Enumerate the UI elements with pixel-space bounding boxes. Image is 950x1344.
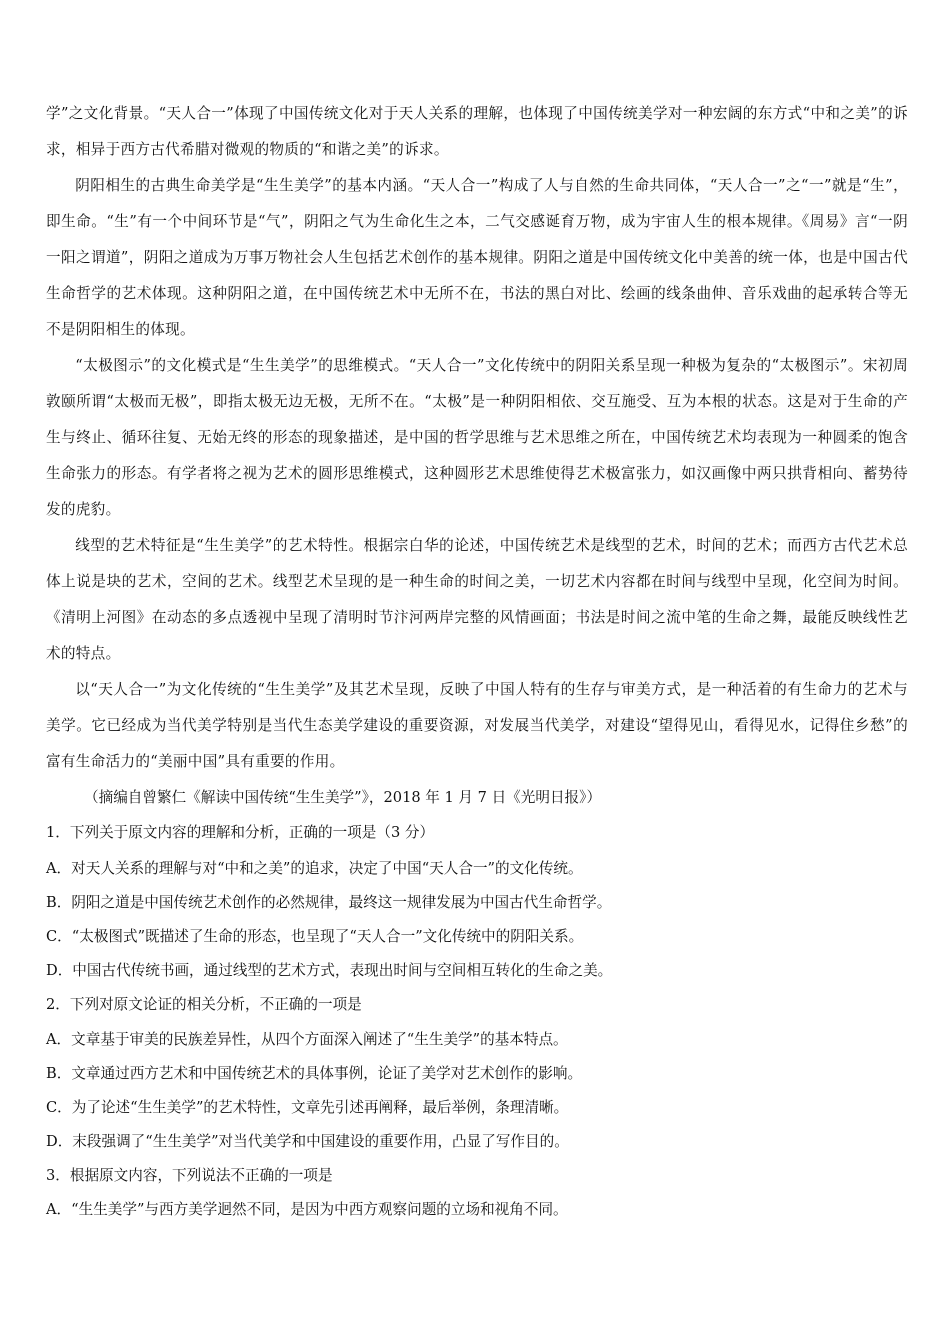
question-1-option-d: D．中国古代传统书画，通过线型的艺术方式，表现出时间与空间相互转化的生命之美。: [46, 962, 613, 979]
question-1-option-a: A．对天人关系的理解与对“中和之美”的追求，决定了中国“天人合一”的文化传统。: [46, 860, 583, 877]
article-paragraph-2: 阴阳相生的古典生命美学是“生生美学”的基本内涵。“天人合一”构成了人与自然的生命共同体，“天人合一”之“一”就是“生”，即生命。“生”有一个中间环节是“气”，阴阳之气为生命化生之本，二气交感诞育万物，成为宇宙人生的根本规律。《周易》言“一阴一阳之谓道”，阴阳之道成为万事万物社会人生包括艺术创作的基本规律。阴阳之道是中国传统文化中美善的统一体，也是中国古代生命哲学的艺术体现。这种阴阳之道，在中国传统艺术中无所不在，书法的黑白对比、绘画的线条曲伸、音乐戏曲的起承转合等无不是阴阳相生的体现。: [46, 177, 908, 338]
question-1-option-b: B．阴阳之道是中国传统艺术创作的必然规律，最终这一规律发展为中国古代生命哲学。: [46, 894, 612, 911]
article-citation: （摘编自曾繁仁《解读中国传统“生生美学”》，2018 年 1 月 7 日《光明日报》）: [84, 789, 602, 806]
question-2-option-c: C．为了论述“生生美学”的艺术特性，文章先引述再阐释，最后举例，条理清晰。: [46, 1099, 569, 1116]
question-1-option-c: C．“太极图式”既描述了生命的形态，也呈现了“天人合一”文化传统中的阴阳关系。: [46, 928, 584, 945]
question-2-option-a: A．文章基于审美的民族差异性，从四个方面深入阐述了“生生美学”的基本特点。: [46, 1031, 568, 1048]
article-paragraph-4: 线型的艺术特征是“生生美学”的艺术特性。根据宗白华的论述，中国传统艺术是线型的艺术，时间的艺术；而西方古代艺术总体上说是块的艺术，空间的艺术。线型艺术呈现的是一种生命的时间之美，一切艺术内容都在时间与线型中呈现，化空间为时间。《清明上河图》在动态的多点透视中呈现了清明时节汴河两岸完整的风情画面；书法是时间之流中笔的生命之舞，最能反映线性艺术的特点。: [46, 537, 908, 662]
question-3-stem: 3．根据原文内容，下列说法不正确的一项是: [46, 1167, 333, 1184]
article-paragraph-5: 以“天人合一”为文化传统的“生生美学”及其艺术呈现，反映了中国人特有的生存与审美方式，是一种活着的有生命力的艺术与美学。它已经成为当代美学特别是当代生态美学建设的重要资源，对发展当代美学，对建设“望得见山，看得见水，记得住乡愁”的富有生命活力的“美丽中国”具有重要的作用。: [46, 681, 908, 770]
article-paragraph-3: “太极图示”的文化模式是“生生美学”的思维模式。“天人合一”文化传统中的阴阳关系呈现一种极为复杂的“太极图示”。宋初周敦颐所谓“太极而无极”，即指太极无边无极，无所不在。“太极”是一种阴阳相依、交互施受、互为本根的状态。这是对于生命的产生与终止、循环往复、无始无终的形态的现象描述，是中国的哲学思维与艺术思维之所在，中国传统艺术均表现为一种圆柔的饱含生命张力的形态。有学者将之视为艺术的圆形思维模式，这种圆形艺术思维使得艺术极富张力，如汉画像中两只拱背相向、蓄势待发的虎豹。: [46, 357, 908, 518]
article-paragraph-1: 学”之文化背景。“天人合一”体现了中国传统文化对于天人关系的理解，也体现了中国传统美学对一种宏阔的东方式“中和之美”的诉求，相异于西方古代希腊对微观的物质的“和谐之美”的诉求。: [46, 105, 908, 158]
question-2-option-d: D．末段强调了“生生美学”对当代美学和中国建设的重要作用，凸显了写作目的。: [46, 1133, 569, 1150]
question-2-option-b: B．文章通过西方艺术和中国传统艺术的具体事例，论证了美学对艺术创作的影响。: [46, 1065, 583, 1082]
question-2-stem: 2．下列对原文论证的相关分析，不正确的一项是: [46, 996, 362, 1013]
question-1-stem: 1．下列关于原文内容的理解和分析，正确的一项是（3 分）: [46, 824, 435, 841]
question-3-option-a: A．“生生美学”与西方美学迥然不同，是因为中西方观察问题的立场和视角不同。: [46, 1201, 568, 1218]
